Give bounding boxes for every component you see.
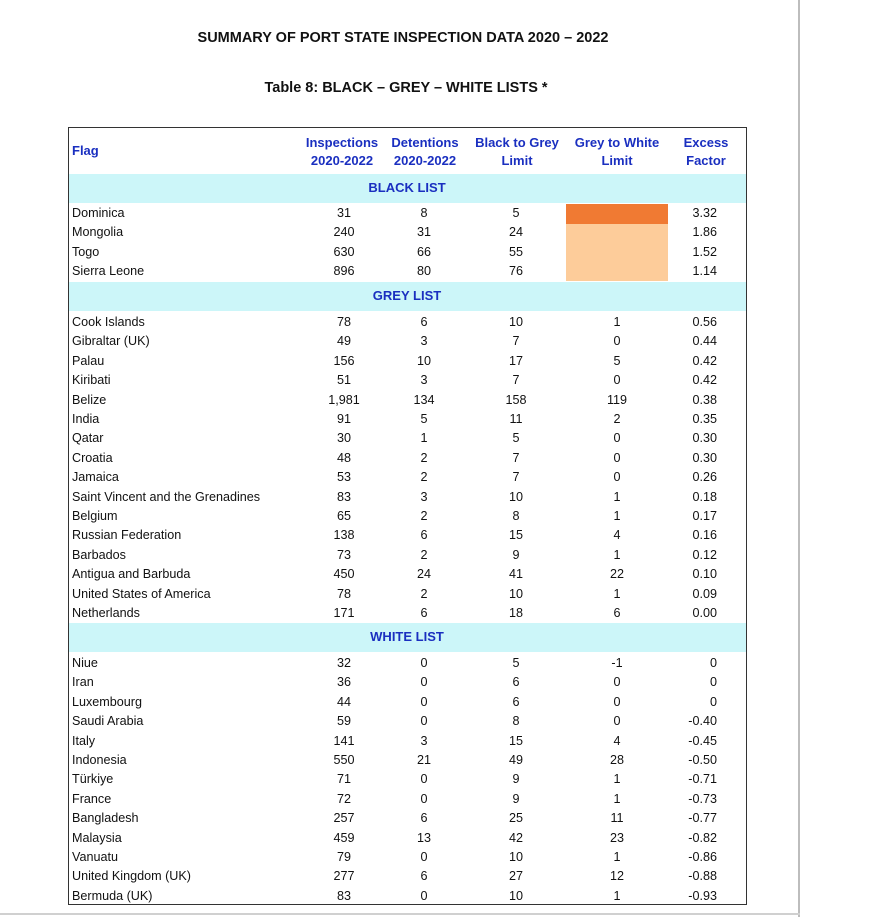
cell-black-to-grey: 5 bbox=[512, 656, 520, 670]
cell-inspections: 171 bbox=[333, 606, 355, 620]
cell-black-to-grey: 8 bbox=[512, 714, 520, 729]
table-row bbox=[69, 693, 746, 712]
cell-detentions: 6 bbox=[420, 811, 428, 826]
table-row bbox=[69, 332, 746, 351]
white-list-label: WHITE LIST bbox=[370, 629, 444, 644]
cell-black-to-grey: 7 bbox=[512, 470, 520, 485]
cell-grey-to-white: 0 bbox=[613, 694, 621, 709]
cell-inspections: 896 bbox=[333, 264, 355, 279]
cell-black-to-grey: 10 bbox=[508, 315, 523, 329]
cell-detentions: 134 bbox=[413, 392, 435, 407]
cell-inspections: 1,981 bbox=[328, 392, 360, 407]
cell-inspections: 156 bbox=[333, 353, 355, 368]
cell-black-to-grey: 76 bbox=[508, 264, 523, 279]
cell-inspections: 71 bbox=[336, 772, 351, 787]
header-flag: Flag bbox=[72, 143, 99, 158]
cell-inspections: 31 bbox=[336, 206, 351, 220]
cell-flag: Kiribati bbox=[72, 373, 111, 388]
cell-grey-to-white: 4 bbox=[613, 733, 621, 748]
cell-excess-factor: 0.38 bbox=[692, 392, 717, 407]
cell-grey-to-white: 0 bbox=[613, 714, 621, 729]
cell-grey-to-white: 1 bbox=[613, 850, 621, 864]
cell-grey-to-white: 1 bbox=[613, 772, 621, 787]
black-list-label: BLACK LIST bbox=[368, 180, 446, 195]
cell-black-to-grey: 42 bbox=[508, 830, 523, 845]
cell-detentions: 0 bbox=[420, 694, 428, 709]
cell-flag: Mongolia bbox=[72, 225, 124, 240]
table-row bbox=[69, 313, 746, 332]
table-row bbox=[69, 204, 746, 223]
cell-black-to-grey: 18 bbox=[508, 606, 523, 620]
table-row bbox=[69, 243, 746, 262]
cell-excess-factor: -0.88 bbox=[688, 869, 717, 884]
cell-excess-factor: 0.00 bbox=[692, 606, 717, 620]
table-title: Table 8: BLACK – GREY – WHITE LISTS * bbox=[264, 80, 548, 96]
cell-detentions: 0 bbox=[420, 791, 428, 806]
cell-inspections: 450 bbox=[333, 567, 355, 582]
cell-black-to-grey: 24 bbox=[508, 225, 523, 240]
cell-detentions: 0 bbox=[420, 850, 428, 864]
table-row bbox=[69, 429, 746, 448]
cell-flag: Italy bbox=[72, 733, 96, 748]
cell-grey-to-white: 11 bbox=[610, 811, 624, 826]
cell-excess-factor: -0.73 bbox=[688, 791, 717, 806]
cell-flag: Malaysia bbox=[72, 830, 122, 845]
cell-flag: Belize bbox=[72, 392, 107, 407]
cell-excess-factor: 0.30 bbox=[692, 450, 717, 465]
cell-black-to-grey: 15 bbox=[508, 528, 523, 543]
cell-inspections: 32 bbox=[336, 656, 351, 670]
cell-excess-factor: 0 bbox=[709, 656, 717, 670]
table-row bbox=[69, 673, 746, 692]
cell-flag: Luxembourg bbox=[72, 694, 143, 709]
cell-detentions: 0 bbox=[420, 888, 428, 903]
cell-black-to-grey: 11 bbox=[509, 412, 523, 426]
cell-grey-to-white: 4 bbox=[613, 528, 621, 543]
header-detentions-line2: 2020-2022 bbox=[393, 153, 457, 168]
cell-detentions: 0 bbox=[420, 714, 428, 729]
cell-flag: Qatar bbox=[72, 431, 104, 446]
table-row bbox=[69, 867, 746, 886]
cell-detentions: 3 bbox=[420, 334, 428, 349]
cell-inspections: 277 bbox=[333, 869, 355, 884]
cell-inspections: 72 bbox=[336, 791, 351, 806]
cell-flag: Bangladesh bbox=[72, 811, 139, 826]
cell-flag: Palau bbox=[72, 353, 105, 368]
cell-excess-factor: 0.42 bbox=[692, 373, 717, 388]
cell-black-to-grey: 7 bbox=[512, 373, 520, 388]
cell-black-to-grey: 7 bbox=[512, 334, 520, 349]
data-table bbox=[68, 127, 747, 905]
cell-black-to-grey: 158 bbox=[505, 392, 527, 407]
cell-black-to-grey: 49 bbox=[508, 753, 523, 767]
cell-black-to-grey: 6 bbox=[512, 675, 520, 690]
cell-inspections: 240 bbox=[333, 225, 355, 240]
cell-inspections: 65 bbox=[336, 509, 351, 523]
cell-black-to-grey: 10 bbox=[508, 586, 523, 601]
cell-detentions: 0 bbox=[420, 675, 428, 690]
table-row bbox=[69, 604, 746, 623]
cell-inspections: 53 bbox=[336, 470, 351, 485]
cell-inspections: 79 bbox=[336, 850, 351, 864]
cell-grey-to-white: 0 bbox=[613, 334, 621, 349]
cell-black-to-grey: 15 bbox=[508, 733, 523, 748]
table-row bbox=[69, 371, 746, 390]
cell-grey-to-white: 1 bbox=[613, 315, 621, 329]
cell-grey-to-white: 1 bbox=[613, 586, 621, 601]
cell-flag: India bbox=[72, 412, 100, 426]
cell-black-to-grey: 10 bbox=[508, 850, 523, 864]
table-row bbox=[69, 565, 746, 584]
cell-detentions: 6 bbox=[420, 315, 428, 329]
cell-flag: Croatia bbox=[72, 450, 113, 465]
cell-flag: Indonesia bbox=[72, 753, 127, 767]
cell-excess-factor: 0 bbox=[709, 675, 717, 690]
black-list-band bbox=[69, 174, 746, 203]
grey-list-label: GREY LIST bbox=[372, 288, 442, 303]
table-row bbox=[69, 770, 746, 789]
cell-detentions: 80 bbox=[416, 264, 431, 279]
cell-excess-factor: 0.16 bbox=[692, 528, 717, 543]
table-row bbox=[69, 526, 746, 545]
cell-detentions: 31 bbox=[416, 225, 431, 240]
page-bottom-edge bbox=[0, 913, 800, 915]
table-row bbox=[69, 262, 746, 281]
cell-excess-factor: 0.17 bbox=[692, 509, 717, 523]
cell-grey-to-white: 119 bbox=[606, 392, 628, 407]
cell-excess-factor: 0.09 bbox=[692, 586, 717, 601]
cell-flag: Gibraltar (UK) bbox=[72, 334, 150, 349]
cell-grey-to-white: 0 bbox=[613, 675, 621, 690]
cell-grey-to-white: 1 bbox=[613, 888, 621, 903]
cell-excess-factor: 1.86 bbox=[692, 225, 717, 240]
cell-excess-factor: 0.44 bbox=[692, 334, 717, 349]
header-black-to-grey bbox=[469, 134, 565, 170]
cell-flag: Barbados bbox=[72, 547, 126, 562]
cell-detentions: 24 bbox=[416, 567, 431, 582]
header-excess-line2: Factor bbox=[686, 153, 726, 168]
cell-flag: Cook Islands bbox=[72, 315, 145, 329]
cell-grey-to-white: 0 bbox=[613, 431, 621, 446]
cell-inspections: 91 bbox=[336, 412, 351, 426]
cell-detentions: 6 bbox=[420, 528, 428, 543]
cell-excess-factor: 1.14 bbox=[692, 264, 717, 279]
cell-detentions: 13 bbox=[416, 830, 431, 845]
cell-excess-factor: 3.32 bbox=[692, 206, 717, 220]
table-row bbox=[69, 712, 746, 731]
cell-inspections: 83 bbox=[336, 489, 351, 504]
cell-grey-to-white: 1 bbox=[613, 509, 621, 523]
cell-detentions: 2 bbox=[420, 547, 428, 562]
cell-inspections: 257 bbox=[333, 811, 355, 826]
header-inspections bbox=[301, 134, 383, 170]
cell-detentions: 66 bbox=[416, 244, 431, 259]
cell-flag: Türkiye bbox=[72, 772, 114, 787]
header-inspections-line2: 2020-2022 bbox=[310, 153, 374, 168]
table-row bbox=[69, 654, 746, 673]
cell-detentions: 3 bbox=[420, 733, 428, 748]
cell-black-to-grey: 55 bbox=[508, 244, 523, 259]
cell-detentions: 10 bbox=[416, 353, 431, 368]
cell-black-to-grey: 10 bbox=[508, 489, 523, 504]
cell-flag: United Kingdom (UK) bbox=[72, 869, 191, 884]
cell-detentions: 21 bbox=[416, 753, 431, 767]
table-row bbox=[69, 352, 746, 371]
cell-detentions: 3 bbox=[420, 489, 428, 504]
cell-flag: United States of America bbox=[72, 586, 211, 601]
cell-excess-factor: 0 bbox=[709, 694, 717, 709]
cell-flag: Niue bbox=[72, 656, 98, 670]
table-row bbox=[69, 732, 746, 751]
cell-detentions: 6 bbox=[420, 606, 428, 620]
page-edge bbox=[798, 0, 800, 917]
cell-inspections: 44 bbox=[336, 694, 351, 709]
cell-grey-to-white: 12 bbox=[609, 869, 624, 884]
table-row bbox=[69, 546, 746, 565]
cell-inspections: 51 bbox=[336, 373, 351, 388]
cell-inspections: 630 bbox=[333, 244, 355, 259]
cell-excess-factor: 0.12 bbox=[692, 547, 717, 562]
cell-excess-factor: -0.77 bbox=[688, 811, 717, 826]
cell-excess-factor: 0.35 bbox=[692, 412, 717, 426]
cell-inspections: 459 bbox=[333, 830, 355, 845]
table-row bbox=[69, 223, 746, 242]
cell-grey-to-white: 1 bbox=[613, 489, 621, 504]
cell-detentions: 2 bbox=[420, 470, 428, 485]
cell-excess-factor: 0.18 bbox=[692, 489, 717, 504]
cell-inspections: 73 bbox=[336, 547, 351, 562]
cell-inspections: 48 bbox=[336, 450, 351, 465]
cell-flag: Vanuatu bbox=[72, 850, 118, 864]
cell-grey-to-white: 0 bbox=[613, 450, 621, 465]
cell-detentions: 3 bbox=[420, 373, 428, 388]
header-inspections-line1: Inspections bbox=[305, 135, 379, 150]
cell-inspections: 138 bbox=[333, 528, 355, 543]
cell-excess-factor: -0.45 bbox=[688, 733, 717, 748]
cell-excess-factor: -0.86 bbox=[688, 850, 717, 864]
cell-grey-to-white: 6 bbox=[613, 606, 621, 620]
cell-flag: Togo bbox=[72, 244, 100, 259]
cell-inspections: 141 bbox=[333, 733, 355, 748]
cell-black-to-grey: 27 bbox=[508, 869, 523, 884]
cell-flag: Iran bbox=[72, 675, 94, 690]
cell-inspections: 30 bbox=[336, 431, 351, 446]
header-btg-line1: Black to Grey bbox=[475, 135, 559, 150]
cell-grey-to-white: 1 bbox=[613, 547, 621, 562]
cell-inspections: 49 bbox=[336, 334, 351, 349]
cell-inspections: 36 bbox=[336, 675, 351, 690]
grey-list-band bbox=[69, 282, 746, 311]
table-row bbox=[69, 507, 746, 526]
cell-detentions: 0 bbox=[420, 656, 428, 670]
cell-flag: Dominica bbox=[72, 206, 125, 220]
header-btg-line2: Limit bbox=[501, 153, 533, 168]
cell-detentions: 0 bbox=[420, 772, 428, 787]
cell-detentions: 2 bbox=[420, 450, 428, 465]
cell-flag: Sierra Leone bbox=[72, 264, 145, 279]
table-row bbox=[69, 449, 746, 468]
cell-flag: Russian Federation bbox=[72, 528, 182, 543]
cell-grey-to-white: 2 bbox=[613, 412, 621, 426]
cell-excess-factor: 0.42 bbox=[692, 353, 717, 368]
cell-excess-factor: -0.82 bbox=[688, 830, 717, 845]
header-excess-line1: Excess bbox=[683, 135, 729, 150]
cell-black-to-grey: 6 bbox=[512, 694, 520, 709]
table-row bbox=[69, 488, 746, 507]
table-row bbox=[69, 585, 746, 604]
cell-grey-to-white: 22 bbox=[609, 567, 624, 582]
cell-black-to-grey: 25 bbox=[508, 811, 523, 826]
cell-flag: Saudi Arabia bbox=[72, 714, 144, 729]
cell-detentions: 6 bbox=[420, 869, 428, 884]
cell-excess-factor: -0.93 bbox=[688, 888, 717, 903]
cell-excess-factor: 0.10 bbox=[692, 567, 717, 582]
cell-grey-to-white: 28 bbox=[609, 753, 624, 767]
cell-excess-factor: 0.26 bbox=[692, 470, 717, 485]
cell-excess-factor: 0.56 bbox=[692, 315, 717, 329]
cell-flag: Bermuda (UK) bbox=[72, 888, 153, 903]
table-row bbox=[69, 391, 746, 410]
cell-black-to-grey: 17 bbox=[508, 353, 523, 368]
cell-flag: France bbox=[72, 791, 112, 806]
cell-black-to-grey: 10 bbox=[508, 888, 523, 903]
cell-black-to-grey: 8 bbox=[512, 509, 520, 523]
cell-excess-factor: -0.50 bbox=[688, 753, 717, 767]
cell-flag: Belgium bbox=[72, 509, 118, 523]
cell-flag: Jamaica bbox=[72, 470, 119, 485]
cell-excess-factor: 0.30 bbox=[692, 431, 717, 446]
header-gtw-line2: Limit bbox=[601, 153, 633, 168]
cell-flag: Antigua and Barbuda bbox=[72, 567, 191, 582]
cell-inspections: 550 bbox=[333, 753, 355, 767]
cell-inspections: 59 bbox=[336, 714, 351, 729]
cell-black-to-grey: 9 bbox=[512, 547, 520, 562]
cell-excess-factor: 1.52 bbox=[692, 244, 717, 259]
cell-black-to-grey: 9 bbox=[512, 791, 520, 806]
cell-inspections: 83 bbox=[336, 888, 351, 903]
header-detentions bbox=[385, 134, 465, 170]
cell-excess-factor: -0.71 bbox=[688, 772, 717, 787]
cell-detentions: 1 bbox=[420, 431, 428, 446]
header-grey-to-white bbox=[569, 134, 665, 170]
table-header bbox=[69, 128, 746, 174]
table-row bbox=[69, 809, 746, 828]
cell-black-to-grey: 7 bbox=[512, 450, 520, 465]
cell-inspections: 78 bbox=[336, 586, 351, 601]
table-row bbox=[69, 829, 746, 848]
cell-grey-to-white: 0 bbox=[613, 373, 621, 388]
document-title: SUMMARY OF PORT STATE INSPECTION DATA 2020 – 2022 bbox=[197, 30, 609, 46]
table-row bbox=[69, 410, 746, 429]
cell-black-to-grey: 9 bbox=[512, 772, 520, 787]
cell-detentions: 2 bbox=[420, 586, 428, 601]
cell-inspections: 78 bbox=[336, 315, 351, 329]
table-row bbox=[69, 468, 746, 487]
table-row bbox=[69, 848, 746, 867]
table-row bbox=[69, 751, 746, 770]
cell-black-to-grey: 41 bbox=[508, 567, 523, 582]
table-row bbox=[69, 887, 746, 906]
cell-excess-factor: -0.40 bbox=[688, 714, 717, 729]
cell-grey-to-white: 23 bbox=[609, 830, 624, 845]
cell-grey-to-white: 0 bbox=[613, 470, 621, 485]
header-excess-factor bbox=[673, 134, 739, 170]
cell-black-to-grey: 5 bbox=[512, 431, 520, 446]
cell-grey-to-white: 5 bbox=[613, 353, 621, 368]
white-list-band bbox=[69, 623, 746, 652]
table-row bbox=[69, 790, 746, 809]
header-detentions-line1: Detentions bbox=[391, 135, 459, 150]
cell-detentions: 5 bbox=[420, 412, 428, 426]
cell-detentions: 8 bbox=[420, 206, 428, 220]
cell-detentions: 2 bbox=[420, 509, 428, 523]
cell-flag: Netherlands bbox=[72, 606, 140, 620]
header-gtw-line1: Grey to White bbox=[574, 135, 660, 150]
cell-black-to-grey: 5 bbox=[512, 206, 520, 220]
cell-grey-to-white: 1 bbox=[613, 791, 621, 806]
cell-flag: Saint Vincent and the Grenadines bbox=[72, 489, 261, 504]
cell-grey-to-white: -1 bbox=[611, 656, 623, 670]
